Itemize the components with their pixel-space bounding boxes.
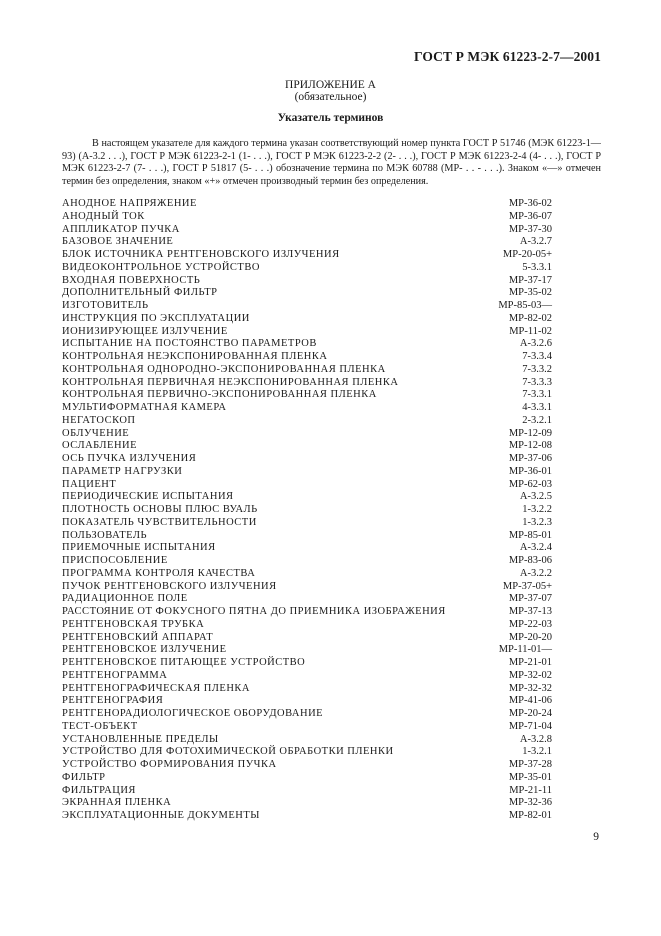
term-name: КОНТРОЛЬНАЯ ПЕРВИЧНО-ЭКСПОНИРОВАННАЯ ПЛЕНКА [62, 389, 377, 401]
term-name: ПОКАЗАТЕЛЬ ЧУВСТВИТЕЛЬНОСТИ [62, 516, 257, 528]
term-reference: МР-21-01 [508, 657, 552, 668]
term-name: БАЗОВОЕ ЗНАЧЕНИЕ [62, 236, 174, 248]
term-reference: МР-11-01— [498, 644, 552, 656]
term-row [62, 491, 552, 504]
term-row [62, 670, 552, 683]
term-row [62, 275, 552, 288]
term-name: ПАЦИЕНТ [62, 478, 117, 490]
term-reference: МР-83-06 [508, 555, 552, 566]
term-reference: МР-20-05+ [502, 249, 552, 260]
terms-list [62, 198, 552, 823]
term-name: РАДИАЦИОННОЕ ПОЛЕ [62, 593, 188, 605]
appendix-subtitle: (обязательное) [294, 91, 367, 103]
term-row [62, 262, 552, 275]
term-reference: МР-21-11 [509, 784, 552, 796]
term-name: ТЕСТ-ОБЪЕКТ [62, 720, 138, 732]
term-row [62, 568, 552, 581]
appendix-heading [0, 79, 661, 103]
term-row [62, 351, 552, 364]
term-reference: МР-85-03— [498, 300, 552, 311]
term-row [62, 619, 552, 632]
index-intro: В настоящем указателе для каждого термина указан соответствующий номер пункта ГОСТ Р 51746 (МЭК 61223-1—93) (А-3.2 . . .), ГОСТ Р МЭК 61223-2-1 (1- . . .), ГОСТ Р МЭК 61223-2-2 (2- . . .), ГОСТ Р МЭК 61223-2-4 (4- . . .), ГОСТ Р МЭК 61223-2-7 (7- . . .), ГОСТ Р 51817 (5- . . .) обозначение термина по МЭК 60788 (МР- . . - . . .). Знаком «—» отмечен термин без определения, знаком «+» отмечен производный термин без определения. [62, 138, 601, 187]
term-row [62, 785, 552, 798]
term-row [62, 517, 552, 530]
term-reference: А-3.2.8 [519, 733, 552, 745]
term-row [62, 759, 552, 772]
term-name: ПЕРИОДИЧЕСКИЕ ИСПЫТАНИЯ [62, 491, 234, 503]
term-row [62, 683, 552, 696]
term-reference: МР-36-01 [508, 465, 552, 477]
term-row [62, 479, 552, 492]
term-row [62, 504, 552, 517]
term-reference: МР-32-36 [508, 797, 552, 809]
term-reference: МР-71-04 [508, 720, 552, 732]
term-row [62, 402, 552, 415]
term-row [62, 555, 552, 568]
term-reference: 7-3.3.2 [522, 363, 552, 375]
term-row [62, 326, 552, 339]
term-row [62, 606, 552, 619]
term-name: ПУЧОК РЕНТГЕНОВСКОГО ИЗЛУЧЕНИЯ [62, 580, 277, 592]
term-name: ФИЛЬТРАЦИЯ [62, 784, 136, 796]
term-name: ИОНИЗИРУЮЩЕЕ ИЗЛУЧЕНИЕ [62, 325, 228, 337]
term-row [62, 657, 552, 670]
term-row [62, 300, 552, 313]
term-name: МУЛЬТИФОРМАТНАЯ КАМЕРА [62, 402, 227, 413]
term-reference: 4-3.3.1 [522, 402, 552, 413]
term-name: ПРОГРАММА КОНТРОЛЯ КАЧЕСТВА [62, 567, 256, 579]
term-reference: МР-37-28 [508, 759, 552, 770]
term-row [62, 810, 552, 823]
term-reference: 7-3.3.4 [522, 351, 552, 362]
term-row [62, 415, 552, 428]
term-name: ПРИЕМОЧНЫЕ ИСПЫТАНИЯ [62, 542, 216, 554]
term-name: ФИЛЬТР [62, 771, 106, 783]
term-reference: МР-35-01 [508, 771, 552, 783]
term-row [62, 708, 552, 721]
index-title: Указатель терминов [277, 112, 384, 124]
term-name: ОБЛУЧЕНИЕ [62, 427, 130, 439]
document-header: ГОСТ Р МЭК 61223-2-7—2001 [414, 49, 601, 64]
term-name: РЕНТГЕНОВСКОЕ ИЗЛУЧЕНИЕ [62, 644, 227, 656]
term-reference: МР-12-08 [508, 440, 552, 452]
term-row [62, 797, 552, 810]
term-reference: 1-3.2.2 [522, 504, 552, 515]
term-reference: МР-37-05+ [502, 580, 552, 592]
term-row [62, 313, 552, 326]
term-row [62, 530, 552, 543]
term-reference: МР-85-01 [508, 529, 552, 541]
term-name: УСТРОЙСТВО ФОРМИРОВАНИЯ ПУЧКА [62, 759, 277, 770]
term-row [62, 453, 552, 466]
term-reference: МР-62-03 [508, 478, 552, 490]
term-reference: МР-36-02 [508, 198, 552, 209]
term-row [62, 695, 552, 708]
term-name: РЕНТГЕНОРАДИОЛОГИЧЕСКОЕ ОБОРУДОВАНИЕ [62, 708, 324, 719]
term-row [62, 338, 552, 351]
term-name: РЕНТГЕНОГРАФИЯ [62, 695, 164, 707]
term-name: КОНТРОЛЬНАЯ ОДНОРОДНО-ЭКСПОНИРОВАННАЯ ПЛЕНКА [62, 363, 386, 375]
term-reference: МР-37-07 [508, 593, 552, 605]
term-row [62, 772, 552, 785]
term-row [62, 440, 552, 453]
term-reference: МР-12-09 [508, 427, 552, 439]
term-name: РЕНТГЕНОГРАММА [62, 669, 168, 681]
term-name: БЛОК ИСТОЧНИКА РЕНТГЕНОВСКОГО ИЗЛУЧЕНИЯ [62, 249, 340, 260]
term-name: ОСЬ ПУЧКА ИЗЛУЧЕНИЯ [62, 453, 197, 464]
term-row [62, 249, 552, 262]
term-name: ПЛОТНОСТЬ ОСНОВЫ ПЛЮС ВУАЛЬ [62, 504, 258, 515]
term-name: РЕНТГЕНОГРАФИЧЕСКАЯ ПЛЕНКА [62, 682, 251, 694]
term-name: АНОДНЫЙ ТОК [62, 210, 145, 222]
term-reference: МР-32-02 [508, 669, 552, 681]
term-name: УСТРОЙСТВО ДЛЯ ФОТОХИМИЧЕСКОЙ ОБРАБОТКИ ПЛЕНКИ [62, 746, 394, 758]
term-reference: МР-22-03 [508, 618, 552, 630]
term-reference: 1-3.2.1 [522, 746, 552, 758]
term-reference: МР-35-02 [508, 287, 552, 299]
term-reference: МР-37-30 [508, 223, 552, 235]
term-name: ИНСТРУКЦИЯ ПО ЭКСПЛУАТАЦИИ [62, 312, 250, 324]
term-name: ПОЛЬЗОВАТЕЛЬ [62, 529, 148, 541]
term-reference: 7-3.3.1 [522, 389, 552, 401]
term-reference: 1-3.2.3 [522, 516, 552, 528]
term-name: ПАРАМЕТР НАГРУЗКИ [62, 465, 183, 477]
term-reference: МР-20-24 [508, 708, 552, 719]
term-name: КОНТРОЛЬНАЯ ПЕРВИЧНАЯ НЕЭКСПОНИРОВАННАЯ ПЛЕНКА [62, 376, 399, 388]
term-reference: МР-82-01 [508, 810, 552, 821]
term-row [62, 211, 552, 224]
term-reference: МР-32-32 [508, 682, 552, 694]
term-name: АНОДНОЕ НАПРЯЖЕНИЕ [62, 198, 197, 209]
term-reference: А-3.2.4 [519, 542, 552, 554]
term-name: ВХОДНАЯ ПОВЕРХНОСТЬ [62, 274, 201, 286]
term-row [62, 542, 552, 555]
term-reference: МР-37-17 [508, 274, 552, 286]
term-name: ДОПОЛНИТЕЛЬНЫЙ ФИЛЬТР [62, 287, 218, 299]
term-row [62, 224, 552, 237]
term-reference: А-3.2.2 [519, 567, 552, 579]
term-name: ИСПЫТАНИЕ НА ПОСТОЯНСТВО ПАРАМЕТРОВ [62, 338, 317, 350]
term-row [62, 734, 552, 747]
term-row [62, 746, 552, 759]
term-name: РАССТОЯНИЕ ОТ ФОКУСНОГО ПЯТНА ДО ПРИЕМНИКА ИЗОБРАЖЕНИЯ [62, 606, 446, 617]
term-name: ЭКСПЛУАТАЦИОННЫЕ ДОКУМЕНТЫ [62, 810, 260, 821]
term-row [62, 364, 552, 377]
term-name: ПРИСПОСОБЛЕНИЕ [62, 555, 168, 566]
term-row [62, 721, 552, 734]
term-reference: МР-82-02 [508, 312, 552, 324]
term-reference: МР-37-13 [508, 606, 552, 617]
term-reference: МР-11-02 [509, 325, 552, 337]
term-name: РЕНТГЕНОВСКИЙ АППАРАТ [62, 631, 214, 643]
term-row [62, 287, 552, 300]
appendix-title: ПРИЛОЖЕНИЕ А [285, 79, 376, 91]
term-reference: А-3.2.7 [519, 236, 552, 248]
term-name: РЕНТГЕНОВСКОЕ ПИТАЮЩЕЕ УСТРОЙСТВО [62, 657, 306, 668]
term-row [62, 581, 552, 594]
term-reference: МР-36-07 [508, 210, 552, 222]
term-reference: 2-3.2.1 [522, 414, 552, 426]
term-reference: 5-3.3.1 [522, 261, 552, 273]
term-row [62, 198, 552, 211]
term-name: ОСЛАБЛЕНИЕ [62, 440, 138, 452]
term-reference: МР-37-06 [508, 453, 552, 464]
term-name: КОНТРОЛЬНАЯ НЕЭКСПОНИРОВАННАЯ ПЛЕНКА [62, 351, 328, 362]
term-name: АППЛИКАТОР ПУЧКА [62, 223, 180, 235]
term-row [62, 428, 552, 441]
term-row [62, 389, 552, 402]
term-name: ЭКРАННАЯ ПЛЕНКА [62, 797, 172, 809]
term-reference: МР-20-20 [508, 631, 552, 643]
term-reference: 7-3.3.3 [522, 376, 552, 388]
term-reference: А-3.2.6 [519, 338, 552, 350]
term-row [62, 593, 552, 606]
term-name: НЕГАТОСКОП [62, 414, 136, 426]
term-name: РЕНТГЕНОВСКАЯ ТРУБКА [62, 618, 205, 630]
page-number: 9 [593, 831, 599, 843]
term-name: ИЗГОТОВИТЕЛЬ [62, 300, 149, 311]
term-reference: А-3.2.5 [519, 491, 552, 503]
term-row [62, 236, 552, 249]
term-name: УСТАНОВЛЕННЫЕ ПРЕДЕЛЫ [62, 733, 219, 745]
term-reference: МР-41-06 [508, 695, 552, 707]
term-row [62, 632, 552, 645]
term-row [62, 377, 552, 390]
term-row [62, 644, 552, 657]
term-row [62, 466, 552, 479]
term-name: ВИДЕОКОНТРОЛЬНОЕ УСТРОЙСТВО [62, 261, 260, 273]
